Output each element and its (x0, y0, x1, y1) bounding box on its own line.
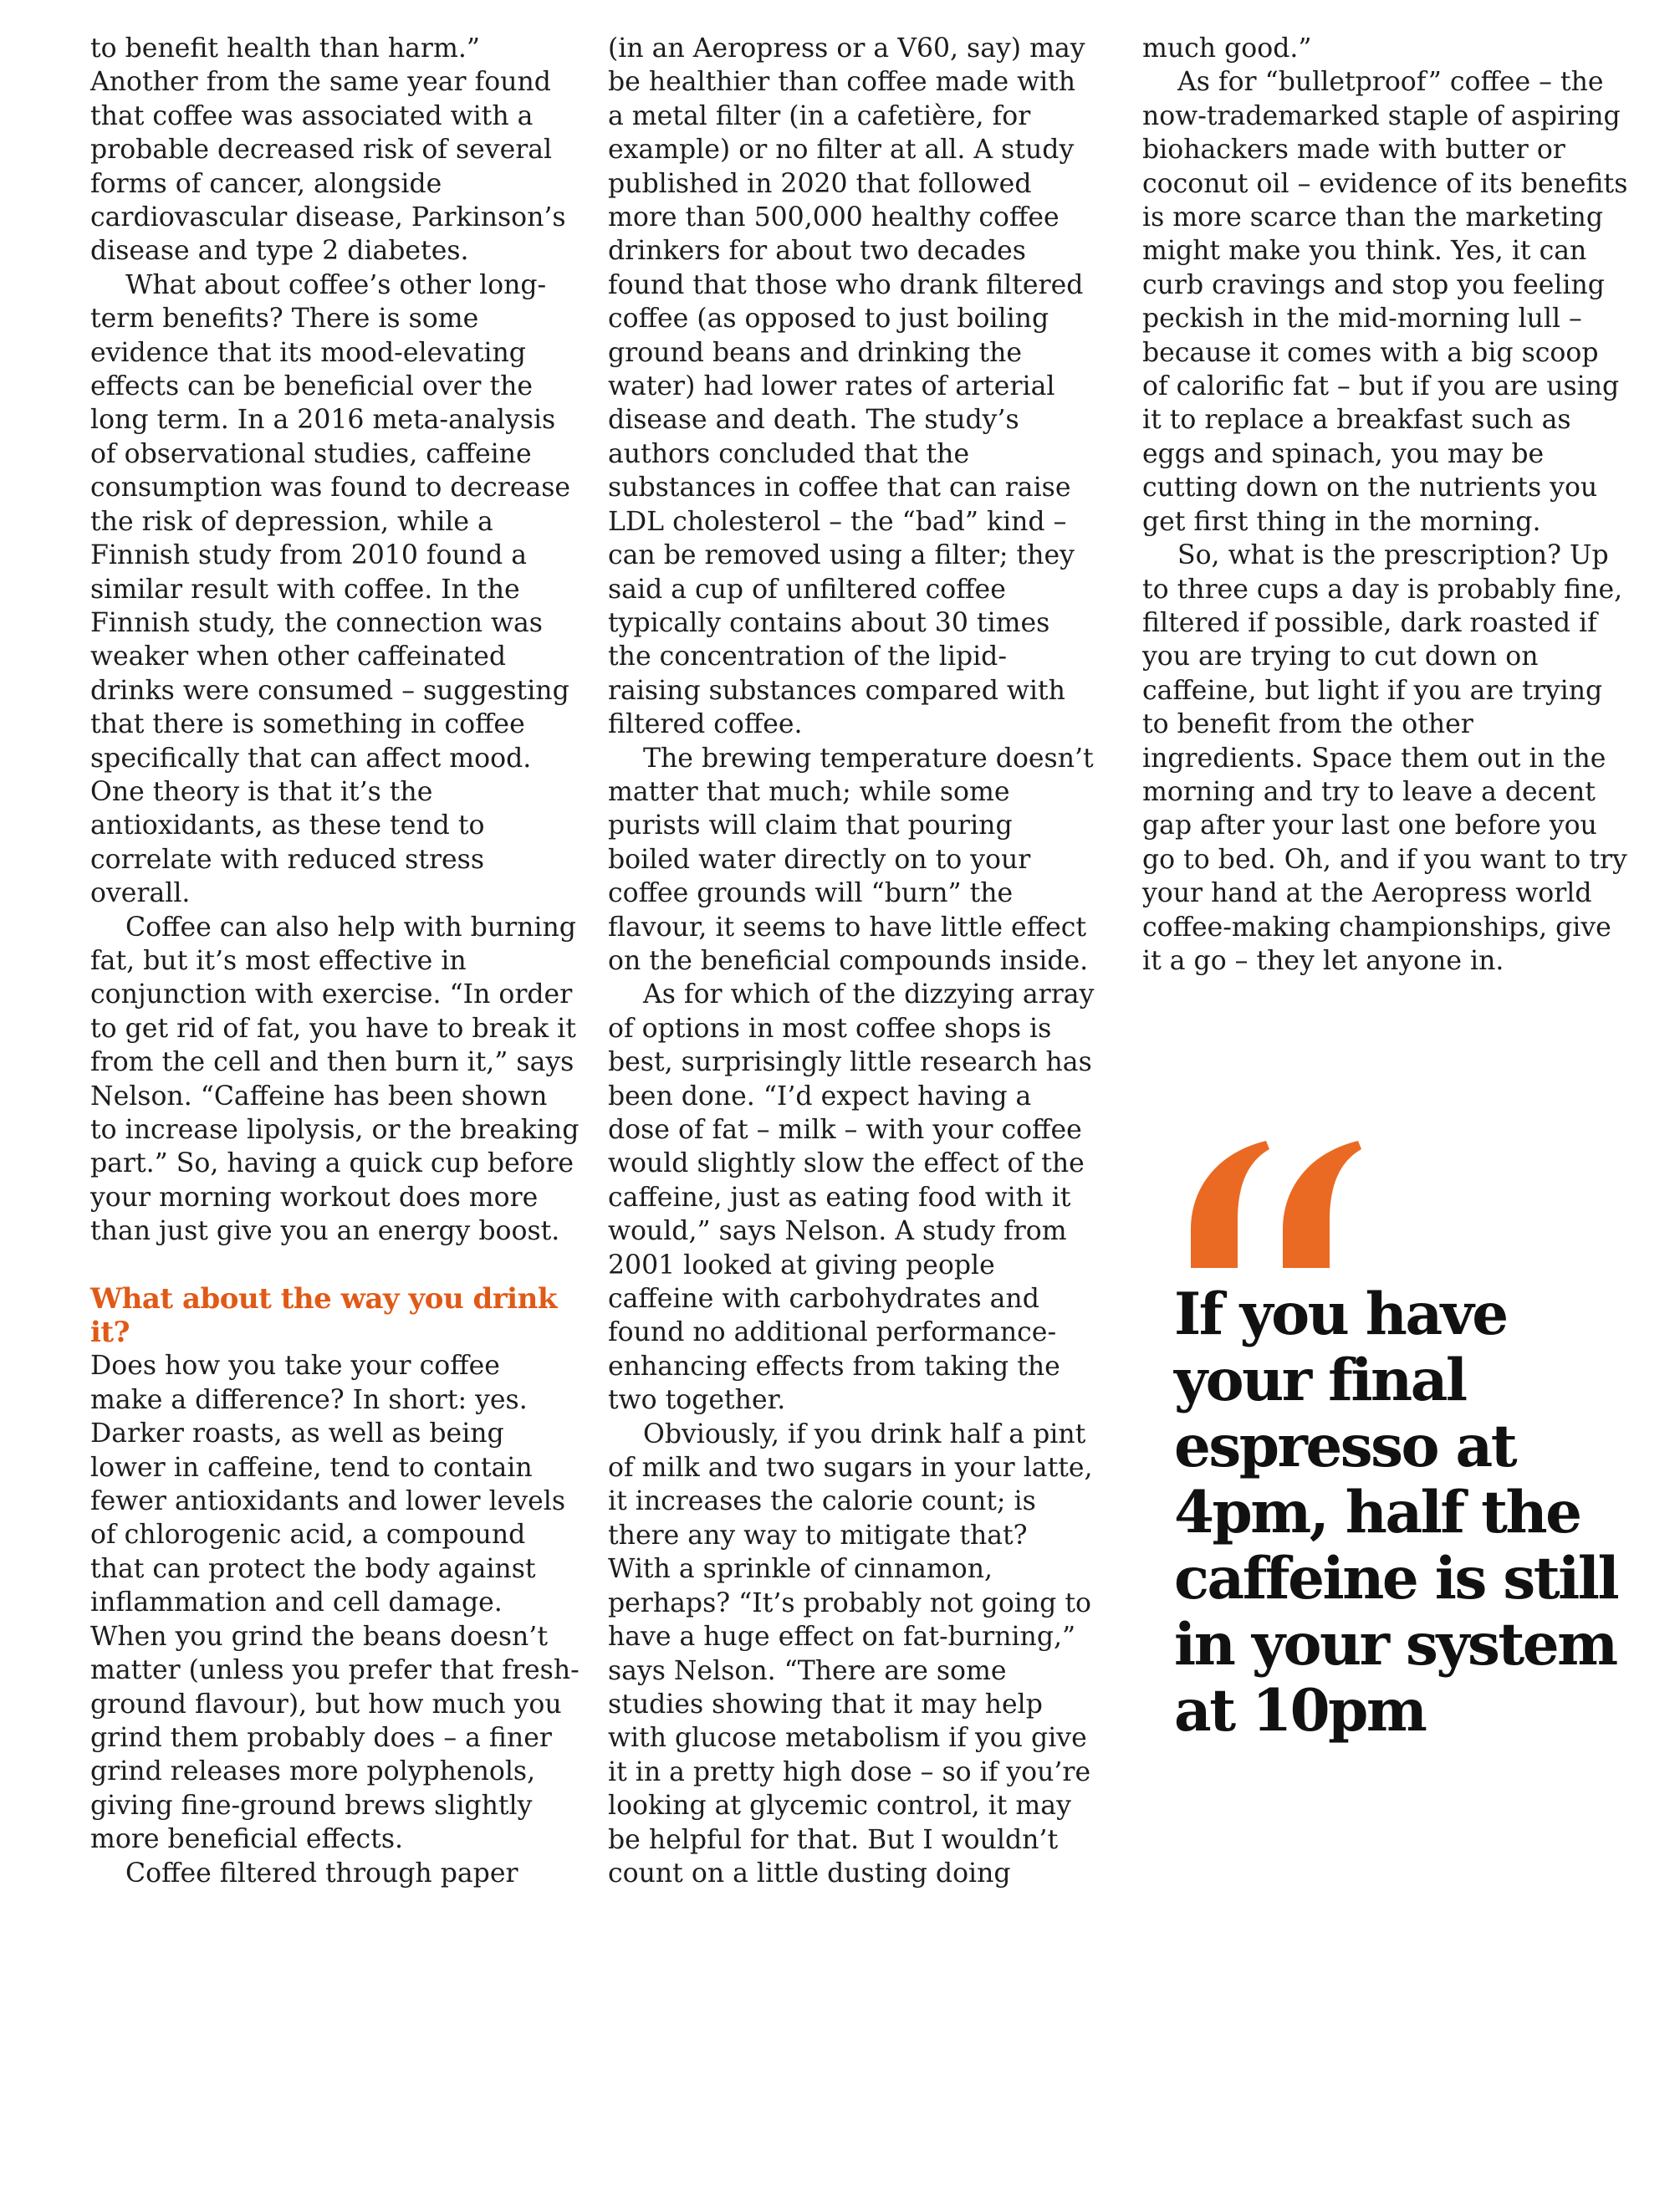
paragraph: Coffee filtered through paper (125, 1858, 518, 1889)
paragraph: Coffee can also help with burning fat, but it’s most effective in conjunction with exercise. “In order to get rid of fat, you have to break it from the cell and then burn it,” says Nelson. “Caffeine has been shown to increase lipolysis, or the breaking part.” So, having a quick cup before your morning workout does more than just give you an energy boost. (90, 912, 580, 1247)
paragraph: (in an Aeropress or a V60, say) may be healthier than coffee made with a metal filter (in a cafetière, for example) or no filter at all. A study published in 2020 that followed more than 500,000 healthy coffee drinkers for about two decades found that those who drank filtered coffee (as opposed to just boiling ground beans and drinking the water) had lower rates of arterial disease and death. The study’s authors concluded that the substances in coffee that can raise LDL cholesterol – the “bad” kind – can be removed using a filter; they said a cup of unfiltered coffee typically contains about 30 times the concentration of the lipid-raising substances compared with filtered coffee. (608, 33, 1085, 740)
article-column-1 (90, 32, 580, 1890)
paragraph: to benefit health than harm.” Another from the same year found that coffee was associated with a probable decreased risk of several forms of cancer, alongside cardiovascular disease, Parkinson’s disease and type 2 diabetes. (90, 33, 566, 267)
paragraph: Does how you take your coffee make a difference? In short: yes. Darker roasts, as well as being lower in caffeine, tend to contain fewer antioxidants and lower levels of chlorogenic acid, a compound that can protect the body against inflammation and cell damage. When you grind the beans doesn’t matter (unless you prefer that fresh-ground flavour), but how much you grind them probably does – a finer grind releases more polyphenols, giving fine-ground brews slightly more beneficial effects. (90, 1351, 580, 1855)
section-subheading: What about the way you drink it? (90, 1281, 557, 1350)
paragraph: much good.” (1142, 33, 1312, 64)
article-column-3 (1142, 32, 1631, 978)
paragraph: What about coffee’s other long-term benefits? There is some evidence that its mood-elevating effects can be beneficial over the long term. In a 2016 meta-analysis of observational studies, caffeine consumption was found to decrease the risk of depression, while a Finnish study from 2010 found a similar result with coffee. In the Finnish study, the connection was weaker when other caffeinated drinks were consumed – suggesting that there is something in coffee specifically that can affect mood. One theory is that it’s the antioxidants, as these tend to correlate with reduced stress overall. (90, 269, 571, 909)
pull-quote-text: If you have your final espresso at 4pm, half the caffeine is still in your system at 10pm (1174, 1280, 1618, 1745)
pull-quote (1174, 1137, 1659, 1744)
paragraph: As for which of the dizzying array of options in most coffee shops is best, surprisingly little research has been done. “I’d expect having a dose of fat – milk – with your coffee would slightly slow the effect of the caffeine, just as eating food with it would,” says Nelson. A study from 2001 looked at giving people caffeine with carbohydrates and found no additional performance-enhancing effects from taking the two together. (608, 979, 1095, 1416)
article-column-2 (608, 32, 1097, 1890)
paragraph: So, what is the prescription? Up to three cups a day is probably fine, filtered if possible, dark roasted if you are trying to cut down on caffeine, but light if you are trying to benefit from the other ingredients. Space them out in the morning and try to leave a decent gap after your last one before you go to bed. Oh, and if you want to try your hand at the Aeropress world coffee-making championships, give it a go – they let anyone in. (1142, 540, 1627, 976)
paragraph: The brewing temperature doesn’t matter that much; while some purists will claim that pouring boiled water directly on to your coffee grounds will “burn” the flavour, it seems to have little effect on the beneficial compounds inside. (608, 743, 1094, 976)
paragraph: Obviously, if you drink half a pint of milk and two sugars in your latte, it increases the calorie count; is there any way to mitigate that? With a sprinkle of cinnamon, perhaps? “It’s probably not going to have a huge effect on fat-burning,” says Nelson. “There are some studies showing that it may help with glucose metabolism if you give it in a pretty high dose – so if you’re looking at glycemic control, it may be helpful for that. But I wouldn’t count on a little dusting doing (608, 1418, 1093, 1889)
quotation-mark-icon (1176, 1137, 1385, 1271)
paragraph: As for “bulletproof” coffee – the now-trademarked staple of aspiring biohackers made with butter or coconut oil – evidence of its benefits is more scarce than the marketing might make you think. Yes, it can curb cravings and stop you feeling peckish in the mid-morning lull – because it comes with a big scoop of calorific fat – but if you are using it to replace a breakfast such as eggs and spinach, you may be cutting down on the nutrients you get first thing in the morning. (1142, 67, 1628, 537)
